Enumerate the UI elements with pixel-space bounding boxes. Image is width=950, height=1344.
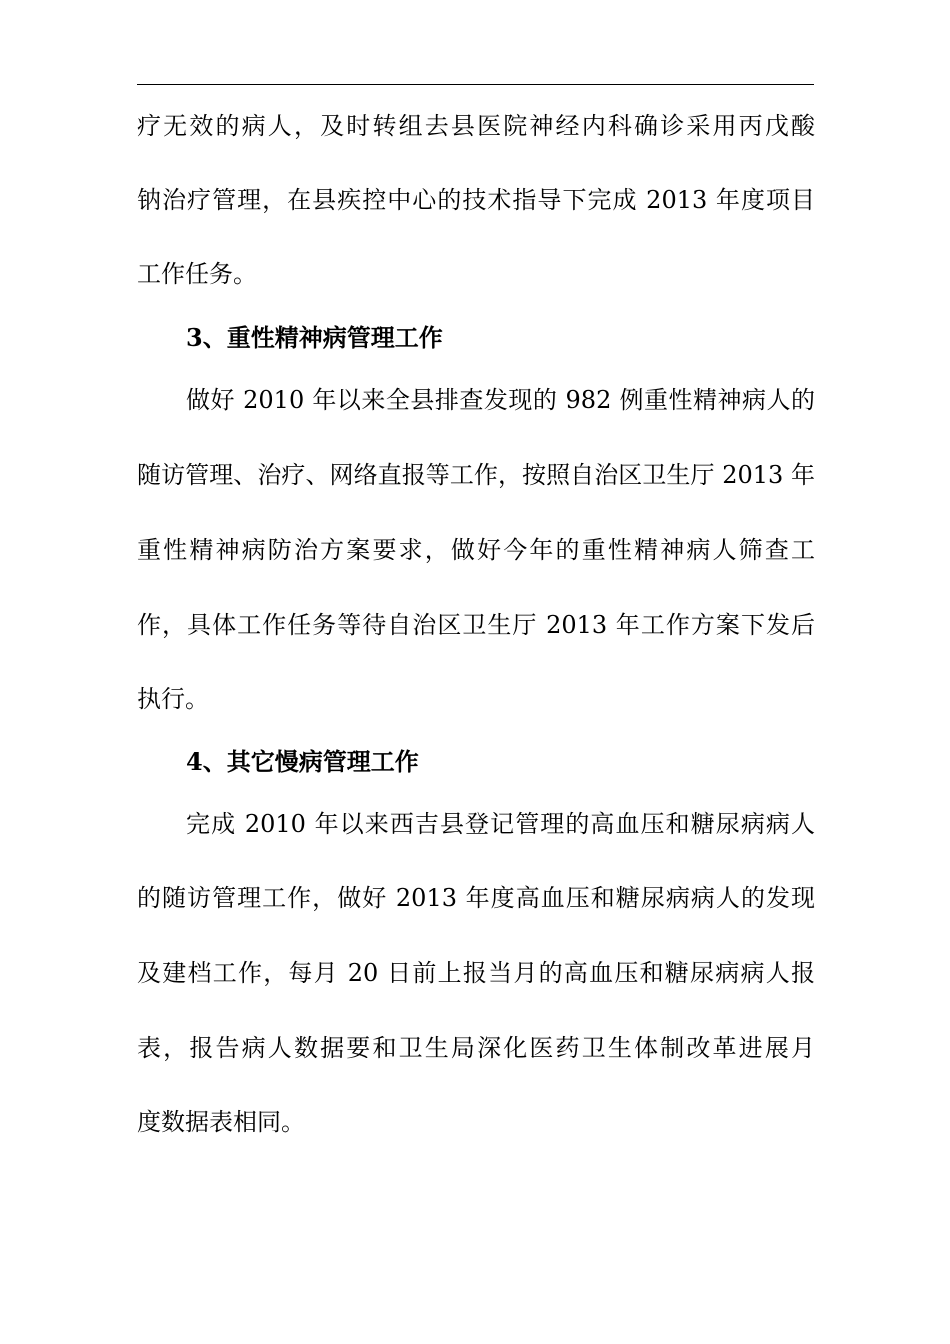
body-line: 作，具体工作任务等待自治区卫生厅 2013 年工作方案下发后	[137, 611, 815, 639]
header-rule	[137, 84, 814, 85]
body-line: 执行。	[137, 685, 209, 713]
body-line: 的随访管理工作，做好 2013 年度高血压和糖尿病病人的发现	[137, 884, 815, 912]
body-line: 完成 2010 年以来西吉县登记管理的高血压和糖尿病病人	[186, 810, 815, 838]
body-line: 工作任务。	[137, 260, 257, 288]
body-line: 度数据表相同。	[137, 1108, 305, 1136]
body-line: 做好 2010 年以来全县排查发现的 982 例重性精神病人的	[186, 386, 815, 414]
body-line: 重性精神病防治方案要求，做好今年的重性精神病人筛查工	[137, 536, 815, 564]
body-line: 随访管理、治疗、网络直报等工作，按照自治区卫生厅 2013 年	[137, 461, 815, 489]
section-heading: 3、重性精神病管理工作	[186, 323, 443, 352]
body-line: 及建档工作，每月 20 日前上报当月的高血压和糖尿病病人报	[137, 959, 815, 987]
section-heading: 4、其它慢病管理工作	[186, 747, 419, 776]
body-line: 钠治疗管理，在县疾控中心的技术指导下完成 2013 年度项目	[137, 186, 815, 214]
body-line: 疗无效的病人，及时转组去县医院神经内科确诊采用丙戊酸	[137, 112, 815, 140]
body-line: 表，报告病人数据要和卫生局深化医药卫生体制改革进展月	[137, 1034, 815, 1062]
